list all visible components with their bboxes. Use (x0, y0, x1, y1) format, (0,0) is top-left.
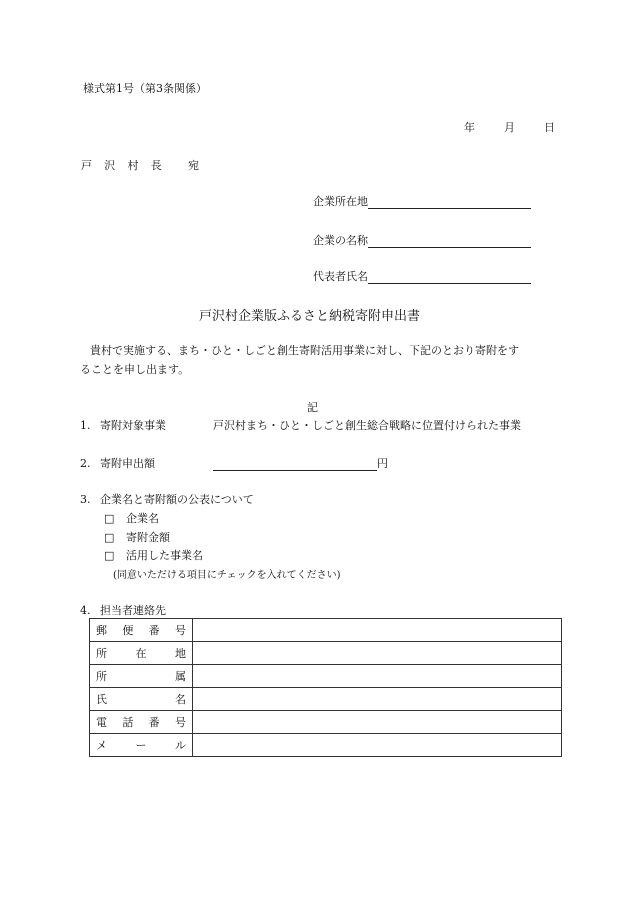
item3-number: 3. (80, 493, 91, 506)
item1-value: 戸沢村まち・ひと・しごと創生総合戦略に位置付けられた事業 (213, 419, 521, 432)
item3 (80, 491, 254, 507)
donation-amount-field[interactable] (213, 458, 377, 471)
name-label: 氏 名 (96, 693, 186, 706)
checkbox[interactable]: □ (104, 531, 115, 544)
checkbox[interactable]: □ (104, 512, 115, 525)
table-row (90, 642, 562, 665)
applicant-address-field[interactable] (368, 196, 531, 209)
table-row (90, 665, 562, 688)
applicant-name-field[interactable] (368, 235, 531, 248)
email-label: メ ー ル (96, 739, 186, 752)
date-day-label: 日 (544, 121, 555, 134)
phone-label: 電 話 番 号 (96, 716, 186, 729)
contact-table (89, 618, 562, 757)
body-line-1: 貴村で実施する、まち・ひと・しごと創生寄附活用事業に対し、下記のとおり寄附をす (90, 344, 519, 357)
ki-heading: 記 (307, 401, 318, 414)
name-field[interactable] (193, 688, 562, 711)
document-title: 戸沢村企業版ふるさと納税寄附申出書 (199, 309, 421, 324)
publish-option-company[interactable]: □ 企業名 (104, 512, 159, 525)
item1-number: 1. (80, 419, 91, 432)
phone-field[interactable] (193, 711, 562, 734)
item1 (80, 417, 166, 433)
item2 (80, 455, 155, 471)
item4 (80, 602, 166, 618)
body-line-2: ることを申し出ます。 (80, 363, 190, 376)
item1-label: 寄附対象事業 (100, 419, 166, 432)
item3-label: 企業名と寄附額の公表について (100, 493, 254, 506)
publish-option-amount[interactable]: □ 寄附金額 (104, 531, 170, 544)
address-field[interactable] (193, 642, 562, 665)
publish-note: (同意いただける項目にチェックを入れてください) (113, 570, 341, 581)
item4-label: 担当者連絡先 (100, 604, 166, 617)
form-number: 様式第1号（第3条関係） (83, 82, 207, 95)
postal-code-field[interactable] (193, 619, 562, 642)
address-label: 所 在 地 (96, 647, 186, 660)
applicant-address-row (313, 193, 531, 209)
addressee: 戸 沢 村 長 宛 (81, 159, 199, 172)
department-label: 所 属 (96, 670, 186, 683)
yen-unit: 円 (377, 457, 388, 470)
email-field[interactable] (193, 734, 562, 757)
applicant-address-label: 企業所在地 (313, 195, 368, 208)
table-row (90, 688, 562, 711)
date-line (464, 119, 555, 135)
table-row (90, 711, 562, 734)
table-row (90, 619, 562, 642)
date-year-label: 年 (464, 121, 475, 134)
date-month-label: 月 (504, 121, 515, 134)
checkbox[interactable]: □ (104, 549, 115, 562)
applicant-rep-field[interactable] (368, 271, 531, 284)
table-row (90, 734, 562, 757)
applicant-rep-row (313, 268, 531, 284)
donation-amount-row (213, 455, 388, 471)
postal-code-label: 郵 便 番 号 (96, 624, 186, 637)
publish-option-project[interactable]: □ 活用した事業名 (104, 549, 203, 562)
item2-label: 寄附申出額 (100, 457, 155, 470)
applicant-name-label: 企業の名称 (313, 234, 368, 247)
applicant-rep-label: 代表者氏名 (313, 270, 368, 283)
item4-number: 4. (80, 604, 91, 617)
item2-number: 2. (80, 457, 91, 470)
applicant-name-row (313, 232, 531, 248)
department-field[interactable] (193, 665, 562, 688)
